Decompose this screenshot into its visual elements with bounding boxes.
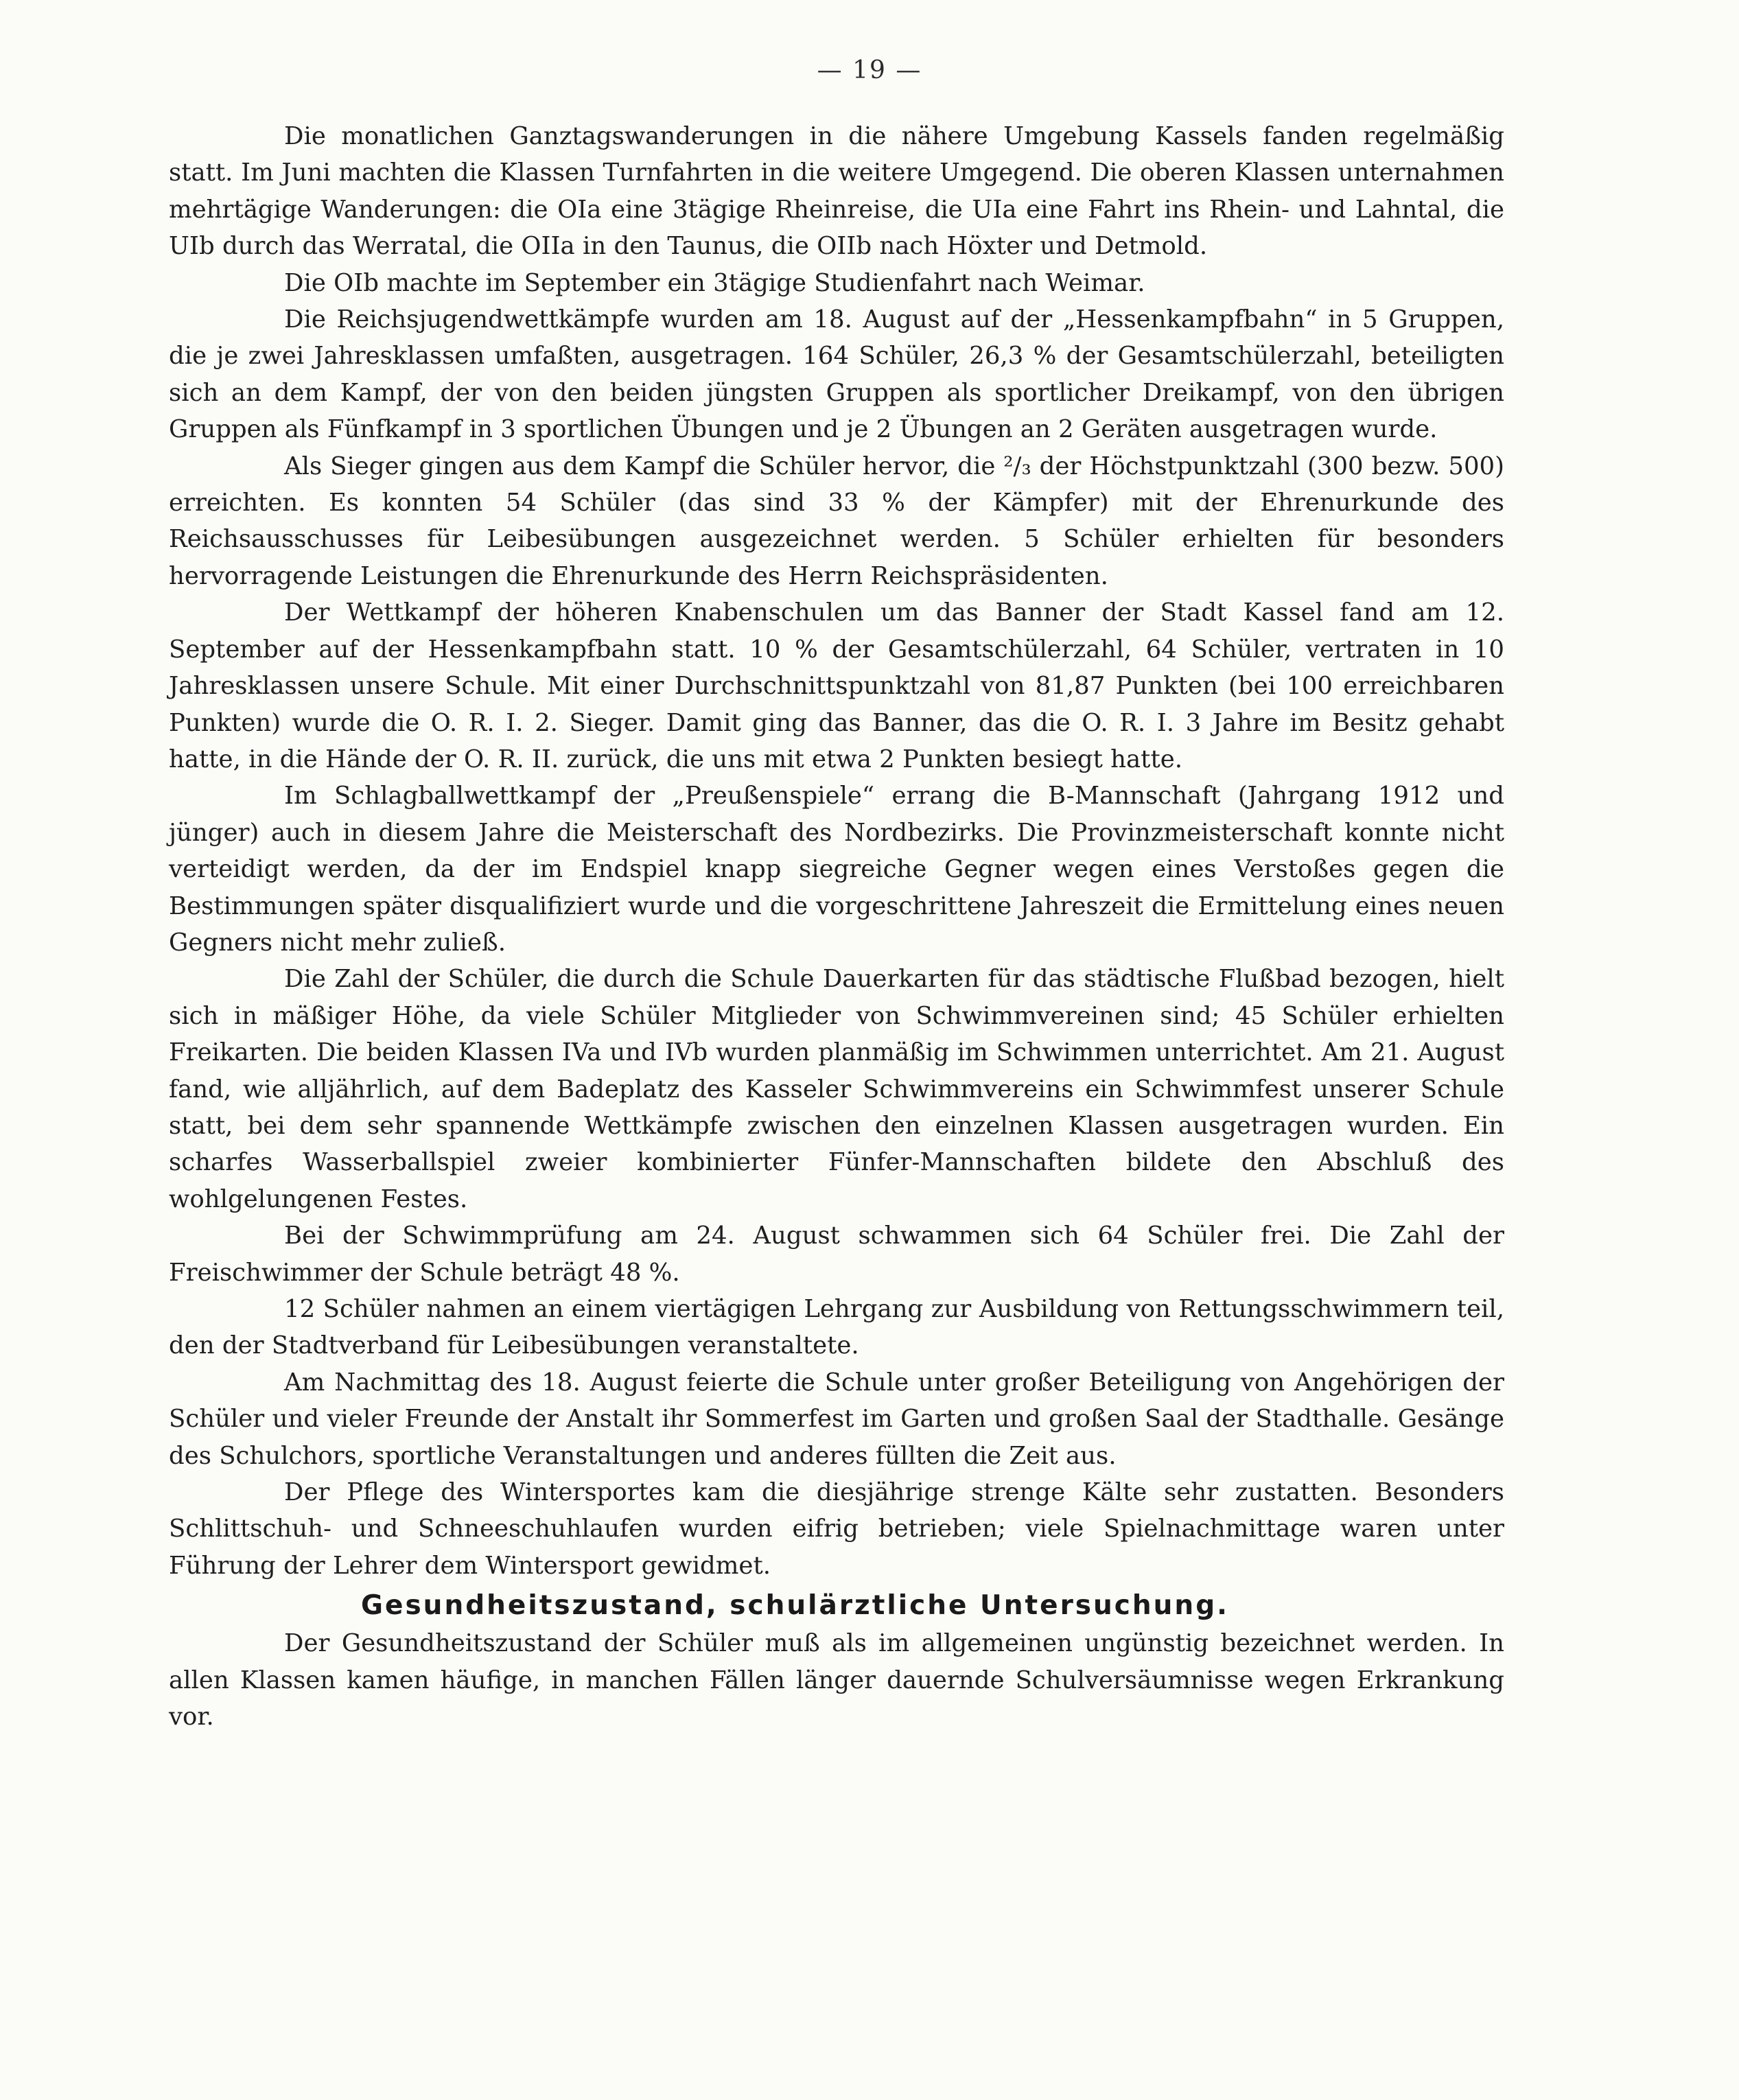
section-heading: Gesundheitszustand, schulärztliche Untersuchung.	[361, 1590, 1229, 1622]
page-number: — 19 —	[817, 56, 922, 84]
paragraph-youth-competitions: Die Reichsjugendwettkämpfe wurden am 18. August auf der „Hessenkampfbahn“ in 5 Gruppen, die je zwei Jahresklassen umfaßten, ausgetragen. 164 Schüler, 26,3 % der Gesamtschülerzahl, beteiligten sich an dem Kampf, der von den beiden jüngsten Gruppen als sportlicher Dreikampf, von den übrigen Gruppen als Fünfkampf in 3 sportlichen Übungen und je 2 Übungen an 2 Geräten ausgetragen wurde.	[169, 305, 1504, 444]
paragraph-schlagball: Im Schlagballwettkampf der „Preußenspiele“ errang die B-Mannschaft (Jahrgang 1912 und jünger) auch in diesem Jahre die Meisterschaft des Nordbezirks. Die Provinzmeisterschaft konnte nicht verteidigt werden, da der im Endspiel knapp siegreiche Gegner wegen eines Verstoßes gegen die Bestimmungen später disqualifiziert wurde und die vorgeschrittene Jahreszeit die Ermittelung eines neuen Gegners nicht mehr zuließ.	[169, 782, 1504, 957]
paragraph-health: Der Gesundheitszustand der Schüler muß als im allgemeinen ungünstig bezeichnet werden. In allen Klassen kamen häufige, in manchen Fällen länger dauernde Schulversäumnisse wegen Erkrankung vor.	[169, 1629, 1504, 1731]
paragraph-hiking: Die monatlichen Ganztagswanderungen in die nähere Umgebung Kassels fanden regelmäßig statt. Im Juni machten die Klassen Turnfahrten in die weitere Umgegend. Die oberen Klassen unternahmen mehrtägige Wanderungen: die OIa eine 3tägige Rheinreise, die UIa eine Fahrt ins Rhein- und Lahntal, die UIb durch das Werratal, die OIIa in den Taunus, die OIIb nach Höxter und Detmold.	[169, 122, 1504, 261]
body-text	[169, 118, 1504, 1735]
paragraph-lifeguard-course: 12 Schüler nahmen an einem viertägigen Lehrgang zur Ausbildung von Rettungsschwimmern teil, den der Stadtverband für Leibesübungen veranstaltete.	[169, 1295, 1504, 1360]
paragraph-summer-festival: Am Nachmittag des 18. August feierte die Schule unter großer Beteiligung von Angehörigen der Schüler und vieler Freunde der Anstalt ihr Sommerfest im Garten und großen Saal der Stadthalle. Gesänge des Schulchors, sportliche Veranstaltungen und anderes füllten die Zeit aus.	[169, 1368, 1504, 1470]
paragraph-swimming-test: Bei der Schwimmprüfung am 24. August schwammen sich 64 Schüler frei. Die Zahl der Freischwimmer der Schule beträgt 48 %.	[169, 1222, 1504, 1287]
paragraph-banner-competition: Der Wettkampf der höheren Knabenschulen um das Banner der Stadt Kassel fand am 12. September auf der Hessenkampfbahn statt. 10 % der Gesamtschülerzahl, 64 Schüler, vertraten in 10 Jahresklassen unsere Schule. Mit einer Durchschnittspunktzahl von 81,87 Punkten (bei 100 erreichbaren Punkten) wurde die O. R. I. 2. Sieger. Damit ging das Banner, das die O. R. I. 3 Jahre im Besitz gehabt hatte, in die Hände der O. R. II. zurück, die uns mit etwa 2 Punkten besiegt hatte.	[169, 598, 1504, 773]
paragraph-swimming: Die Zahl der Schüler, die durch die Schule Dauerkarten für das städtische Flußbad bezogen, hielt sich in mäßiger Höhe, da viele Schüler Mitglieder von Schwimmvereinen sind; 45 Schüler erhielten Freikarten. Die beiden Klassen IVa und IVb wurden planmäßig im Schwimmen unterrichtet. Am 21. August fand, wie alljährlich, auf dem Badeplatz des Kasseler Schwimmvereins ein Schwimmfest unserer Schule statt, bei dem sehr spannende Wettkämpfe zwischen den einzelnen Klassen ausgetragen wurden. Ein scharfes Wasserballspiel zweier kombinierter Fünfer-Mannschaften bildete den Abschluß des wohlgelungenen Festes.	[169, 965, 1504, 1213]
paragraph-study-trip: Die OIb machte im September ein 3tägige Studienfahrt nach Weimar.	[284, 268, 1145, 297]
paragraph-winter-sports: Der Pflege des Wintersportes kam die diesjährige strenge Kälte sehr zustatten. Besonders Schlittschuh- und Schneeschuhlaufen wurden eifrig betrieben; viele Spielnachmittage waren unter Führung der Lehrer dem Wintersport gewidmet.	[169, 1478, 1504, 1580]
paragraph-winners: Als Sieger gingen aus dem Kampf die Schüler hervor, die ²/₃ der Höchstpunktzahl (300 bezw. 500) erreichten. Es konnten 54 Schüler (das sind 33 % der Kämpfer) mit der Ehrenurkunde des Reichsausschusses für Leibesübungen ausgezeichnet werden. 5 Schüler erhielten für besonders hervorragende Leistungen die Ehrenurkunde des Herrn Reichspräsidenten.	[169, 452, 1504, 590]
